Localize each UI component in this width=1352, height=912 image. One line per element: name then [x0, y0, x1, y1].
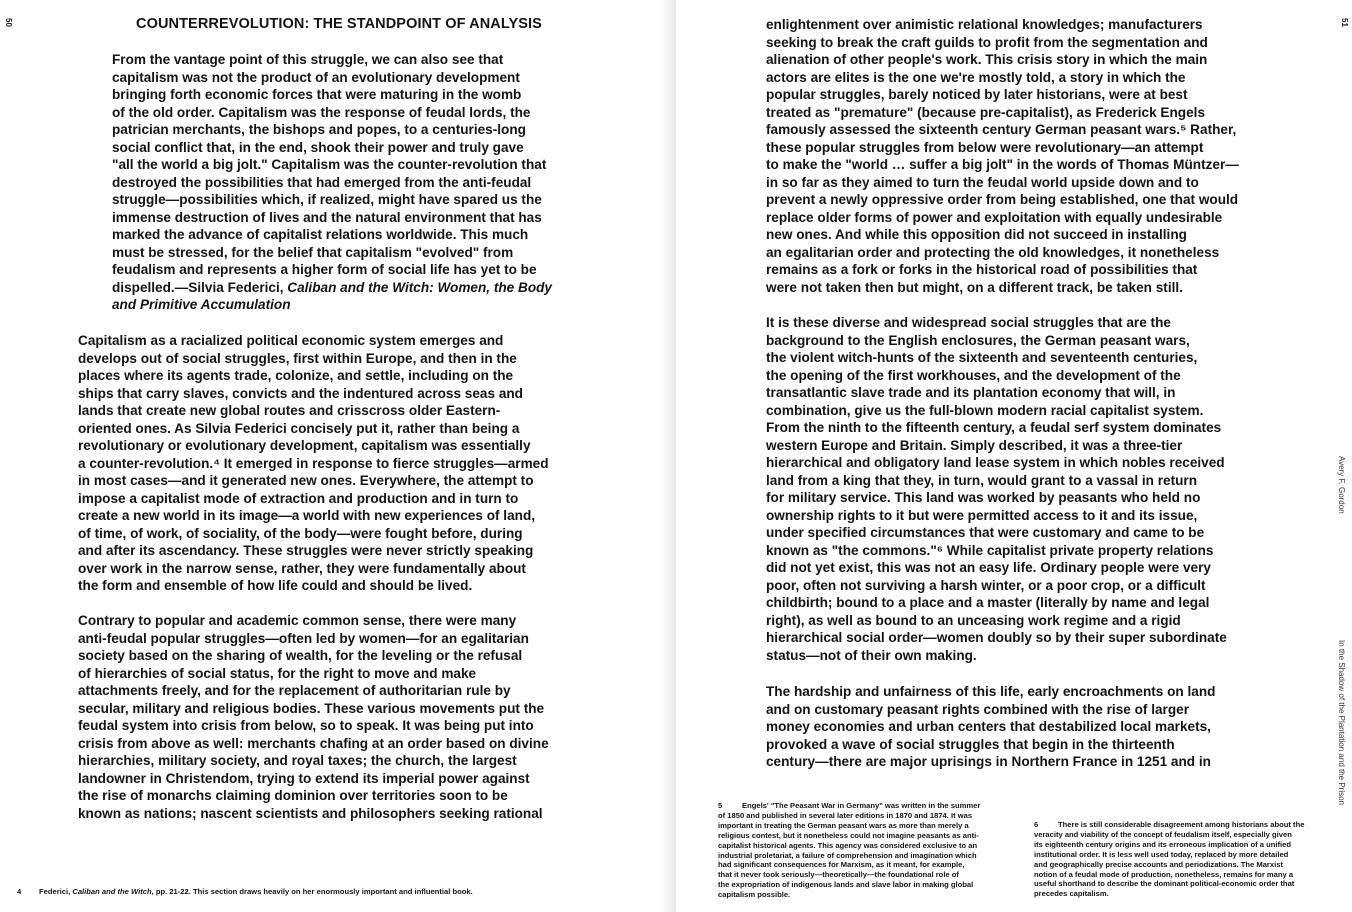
text-line: of time, of work, of sociality, of the body—were fought before, during	[78, 525, 523, 541]
paragraph	[78, 612, 549, 822]
text-line: Engels' "The Peasant War in Germany" was written in the summer	[742, 801, 981, 810]
text-line: Contrary to popular and academic common sense, there were many	[78, 613, 517, 628]
text-line: dispelled.—Silvia Federici, Caliban and the Witch: Women, the Body	[112, 279, 552, 295]
text-line: provoked a wave of social struggles that begin in the thirteenth	[766, 736, 1175, 752]
text-line: were not taken then but might, on a different track, be taken still.	[766, 279, 1183, 295]
text-line: its eighteenth century origins and its erroneous implication of a unified	[1034, 839, 1291, 849]
footnote-6	[1034, 820, 1304, 899]
text-line: status—not of their own making.	[766, 647, 977, 663]
running-head-title: In the Shadow of the Plantation and the Prison	[1337, 640, 1346, 806]
text-line: the rise of monarchs claiming dominion over territories soon to be	[78, 788, 508, 803]
text-line: feudalism and represents a higher form of social life has yet to be	[112, 262, 537, 277]
text-line: actors are elites is the one we're mostly told, a story in which the	[766, 69, 1186, 85]
text-line: land from a king that they, in turn, would grant to a vassal in return	[766, 472, 1198, 488]
epigraph	[112, 51, 552, 314]
text-line: famously assessed the sixteenth century German peasant wars.⁵ Rather,	[766, 122, 1237, 137]
text-line: and geographically precise accounts and periodizations. The Marxist	[1034, 859, 1283, 869]
text-line: seeking to break the craft guilds to profit from the segmentation and	[766, 34, 1208, 50]
text-line: replace older forms of power and exploitation with equally undesirable	[766, 209, 1223, 225]
text-line: transatlantic slave trade and its plantation economy that will, in	[766, 385, 1176, 400]
text-line: develops out of social struggles, first within Europe, and then in the	[78, 350, 517, 366]
paragraph	[78, 332, 549, 595]
text-line: veracity and viability of the concept of feudalism itself, especially given	[1034, 829, 1292, 839]
text-line: under specified circumstances that were customary and came to be	[766, 525, 1205, 540]
text-line: for military service. This land was worked by peasants who held no	[766, 490, 1201, 505]
footnote-number: 6	[1034, 820, 1039, 829]
page-number: 51	[1339, 18, 1349, 27]
text-line: feudal system into crisis from below, so to speak. It was being put into	[78, 718, 534, 733]
text-line: ships that carry slaves, convicts and the indentured across seas and	[78, 385, 523, 401]
text-line: important in treating the German peasant wars as more than merely a	[718, 820, 969, 830]
footnote-number: 5	[718, 801, 723, 810]
text-line: money economies and urban centers that destabilized local markets,	[766, 719, 1211, 734]
text-line: century—there are major uprisings in Northern France in 1251 and in	[766, 754, 1211, 769]
text-line: had significant consequences for Marxism, as it meant, for example,	[718, 860, 965, 870]
text-line: did not yet exist, this was not an easy life. Ordinary people were very	[766, 560, 1211, 575]
chapter-heading: COUNTERREVOLUTION: THE STANDPOINT OF ANALYSIS	[136, 16, 542, 32]
text-line: bringing forth economic forces that were maturing in the womb	[112, 87, 522, 102]
text-line: industrial proletariat, a failure of comprehension and imagination which	[718, 850, 977, 860]
text-line: There is still considerable disagreement among historians about the	[1058, 820, 1305, 829]
footnote-number: 4	[17, 887, 22, 896]
text-line: struggle—possibilities which, if realized, might have spared us the	[112, 192, 542, 207]
text-line: over work in the narrow sense, rather, they were fundamentally about	[78, 560, 526, 576]
page-number: 50	[3, 18, 13, 27]
text-line: that it never took seriously—theoretically—the foundational role of	[718, 870, 959, 880]
footnote-5	[718, 801, 980, 900]
text-line: childbirth; bound to a place and a master (literally by name and legal	[766, 595, 1210, 610]
text-line: the form and ensemble of how life could and should be lived.	[78, 578, 473, 593]
text-line: places where its agents trade, colonize, and settle, including on the	[78, 368, 514, 383]
text-line: create a new world in its image—a world with new experiences of land,	[78, 508, 536, 523]
text-line: poor, often not surviving a harsh winter, or a poor crop, or a difficult	[766, 577, 1206, 593]
text-line: social conflict that, in the end, shook their power and truly gave	[112, 139, 524, 155]
text-line: capitalism possible.	[718, 890, 791, 900]
text-line: the expropriation of indigenous lands and slave labor in making global	[718, 880, 974, 890]
text-line: and after its ascendancy. These struggles were never strictly speaking	[78, 543, 534, 558]
text-line: capitalist historical agents. This agency was considered exclusive to an	[718, 840, 978, 850]
text-line: background to the English enclosures, the German peasant wars,	[766, 332, 1190, 348]
text-line: prevent a newly oppressive order from being established, one that would	[766, 192, 1239, 207]
text-line: known as nations; nascent scientists and philosophers seeking rational	[78, 805, 543, 821]
text-line: secular, military and religious bodies. These various movements put the	[78, 700, 545, 716]
text-line: patrician merchants, the bishops and popes, to a centuries-long	[112, 122, 526, 137]
text-line: destroyed the possibilities that had emerged from the anti-feudal	[112, 174, 532, 190]
text-line: religious contest, but it nonetheless could not imagine peasants as anti-	[718, 830, 979, 840]
text-line: hierarchical social order—women doubly so by their super subordinate	[766, 630, 1227, 645]
text-line: of the old order. Capitalism was the response of feudal lords, the	[112, 104, 531, 120]
text-line: western Europe and Britain. Simply described, it was a three-tier	[766, 437, 1183, 453]
text-line: the violent witch-hunts of the sixteenth and seventeenth centuries,	[766, 350, 1198, 365]
text-line: landowner in Christendom, trying to extend its imperial power against	[78, 770, 530, 786]
text-line: lands that create new global routes and crisscross older Eastern-	[78, 403, 501, 418]
running-head-author: Avery F. Gordon	[1337, 456, 1346, 514]
text-line: popular struggles, barely noticed by later historians, were at best	[766, 87, 1188, 102]
text-line: institutional order. It is less well used today, replaced by more detailed	[1034, 849, 1289, 859]
text-line: immense destruction of lives and the natural environment that has	[112, 209, 542, 225]
text-line: Capitalism as a racialized political economic system emerges and	[78, 333, 504, 348]
text-line: these popular struggles from below were revolutionary—an attempt	[766, 139, 1204, 155]
footnote-text	[718, 801, 980, 900]
text-line: to make the "world … suffer a big jolt" in the words of Thomas Müntzer—	[766, 157, 1239, 172]
text-line: attachments freely, and for the replacement of authoritarian rule by	[78, 683, 511, 698]
text-line: ownership rights to it but were permitted access to it and its issue,	[766, 507, 1198, 523]
text-line: of hierarchies of social status, for the right to move and make	[78, 665, 477, 681]
footnote-text: Federici, Caliban and the Witch, pp. 21-22. This section draws heavily on her enormously important and influential book.	[39, 887, 473, 896]
text-line: a counter-revolution.⁴ It emerged in response to fierce struggles—armed	[78, 455, 549, 471]
text-line: remains as a fork or forks in the historical road of possibilities that	[766, 262, 1198, 277]
text-line: It is these diverse and widespread social struggles that are the	[766, 315, 1171, 330]
text-line: in most cases—and it generated new ones. Everywhere, the attempt to	[78, 473, 534, 488]
text-line: crisis from above as well: merchants chafing at an order based on divine	[78, 735, 549, 751]
text-line: impose a capitalist mode of extraction and production and in turn to	[78, 490, 519, 506]
text-line: of 1850 and published in several later editions in 1870 and 1874. It was	[718, 810, 973, 820]
text-line: The hardship and unfairness of this life, early encroachments on land	[766, 684, 1216, 699]
paragraph	[766, 683, 1215, 771]
paragraph	[766, 16, 1239, 296]
text-line: From the ninth to the fifteenth century, a feudal serf system dominates	[766, 420, 1222, 435]
paragraph	[766, 314, 1227, 664]
text-line: enlightenment over animistic relational knowledges; manufacturers	[766, 17, 1203, 32]
text-line: right), as well as bound to an unceasing work regime and a rigid	[766, 612, 1181, 628]
text-line: the opening of the first workhouses, and the development of the	[766, 367, 1181, 383]
footnote-text	[1034, 820, 1304, 899]
text-line: society based on the sharing of wealth, for the leveling or the refusal	[78, 648, 523, 663]
text-line: alienation of other people's work. This crisis story in which the main	[766, 52, 1208, 67]
text-line: hierarchical and obligatory land lease system in which nobles received	[766, 455, 1225, 470]
right-page	[676, 0, 1352, 912]
text-line: anti-feudal popular struggles—often led by women—for an egalitarian	[78, 630, 529, 646]
text-line: must be stressed, for the belief that capitalism "evolved" from	[112, 244, 514, 260]
text-line: hierarchies, military society, and royal taxes; the church, the largest	[78, 753, 517, 768]
text-line: From the vantage point of this struggle, we can also see that	[112, 52, 504, 67]
text-line: useful shorthand to describe the dominant political-economic order that	[1034, 879, 1295, 889]
text-line: treated as "premature" (because pre-capitalist), as Frederick Engels	[766, 104, 1206, 120]
footnote-4	[17, 887, 473, 897]
text-line: and Primitive Accumulation	[112, 297, 291, 312]
text-line: new ones. And while this opposition did not succeed in installing	[766, 227, 1187, 242]
text-line: combination, give us the full-blown modern racial capitalist system.	[766, 402, 1204, 418]
text-line: precedes capitalism.	[1034, 889, 1109, 899]
text-line: capitalism was not the product of an evolutionary development	[112, 69, 520, 85]
text-line: "all the world a big jolt." Capitalism was the counter-revolution that	[112, 157, 547, 172]
text-line: an egalitarian order and protecting the old knowledges, it nonetheless	[766, 244, 1220, 260]
text-line: in so far as they aimed to turn the feudal world upside down and to	[766, 174, 1199, 190]
text-line: revolutionary or evolutionary development, capitalism was essentially	[78, 438, 531, 453]
text-line: oriented ones. As Silvia Federici concisely put it, rather than being a	[78, 420, 520, 436]
text-line: known as "the commons."⁶ While capitalist private property relations	[766, 542, 1214, 558]
text-line: marked the advance of capitalist relations worldwide. This much	[112, 227, 529, 242]
text-line: notion of a feudal mode of production, nonetheless, remains for many a	[1034, 869, 1294, 879]
text-line: and on customary peasant rights combined with the rise of larger	[766, 701, 1189, 717]
